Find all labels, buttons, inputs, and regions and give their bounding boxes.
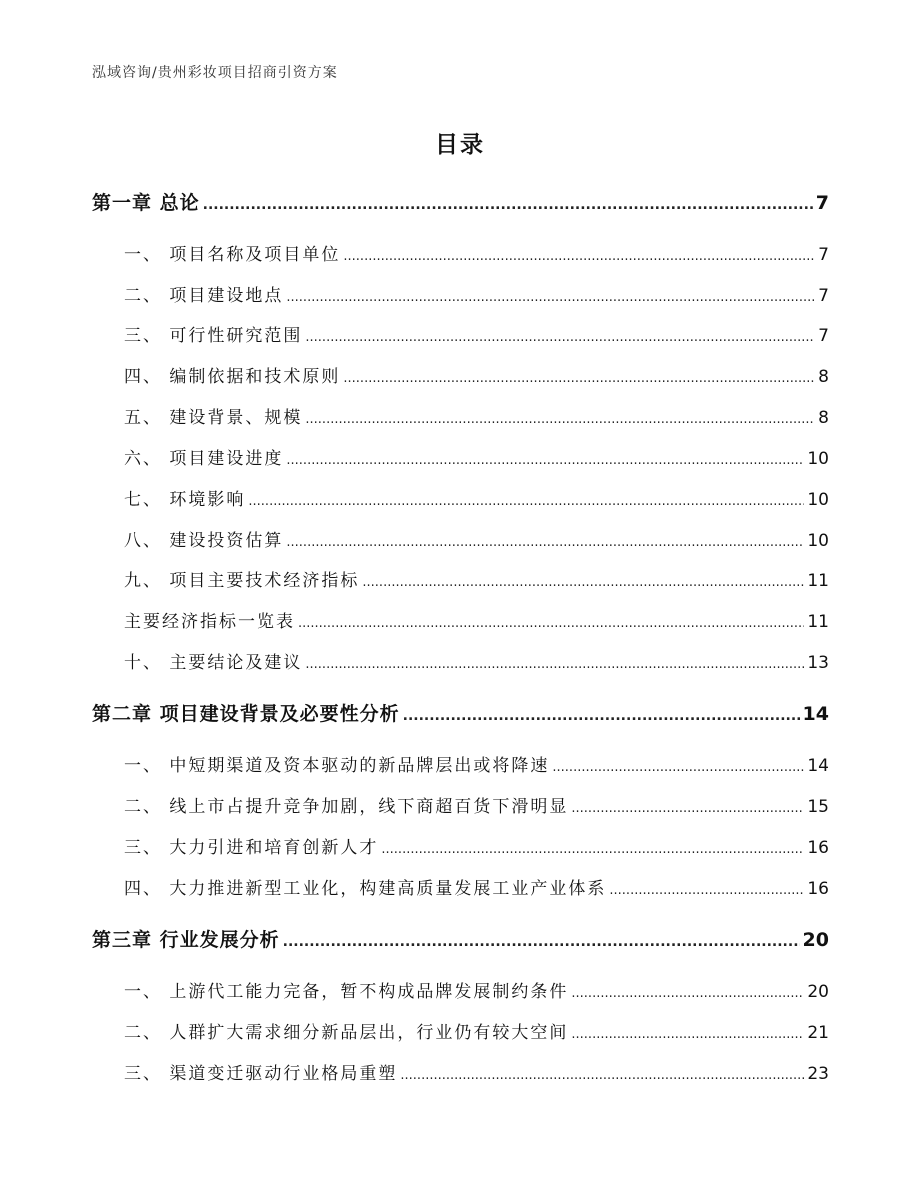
toc-entry-label: 五、 建设背景、规模 [124,408,303,428]
toc-leader-dots [571,801,804,816]
toc-entry-page: 7 [815,192,829,214]
toc-entry[interactable] [124,977,829,1002]
toc-entry-label: 第二章 项目建设背景及必要性分析 [92,703,400,725]
toc-leader-dots [248,494,804,509]
toc-entry-label: 二、 人群扩大需求细分新品层出，行业仍有较大空间 [124,1023,569,1043]
toc-entry-label: 一、 项目名称及项目单位 [124,245,341,265]
toc-entry-label: 三、 可行性研究范围 [124,326,303,346]
toc-entry-label: 二、 线上市占提升竞争加剧，线下商超百货下滑明显 [124,797,569,817]
toc-entry[interactable] [124,566,829,591]
toc-leader-dots [362,575,804,590]
toc-entry-label: 第一章 总论 [92,192,200,214]
toc-entry-page: 10 [807,449,829,469]
toc-entry-label: 第三章 行业发展分析 [92,929,280,951]
toc-entry[interactable] [124,751,829,776]
toc-entry-label: 三、 大力引进和培育创新人才 [124,838,379,858]
toc-leader-dots [203,197,813,213]
toc-entry[interactable] [124,1018,829,1043]
toc-entry-label: 七、 环境影响 [124,490,246,510]
toc-entry-page: 10 [807,490,829,510]
toc-entry[interactable] [124,526,829,551]
toc-entry-label: 二、 项目建设地点 [124,286,284,306]
toc-leader-dots [400,1068,804,1083]
toc-leader-dots [286,453,804,468]
toc-entry[interactable] [124,648,829,673]
toc-entry-page: 8 [818,408,829,428]
toc-entry-chapter-2[interactable] [92,699,829,726]
toc-leader-dots [571,1027,804,1042]
toc-entry-label: 四、 大力推进新型工业化，构建高质量发展工业产业体系 [124,879,607,899]
toc-entry[interactable] [124,362,829,387]
toc-entry-page: 21 [807,1023,829,1043]
toc-entry-label: 一、 中短期渠道及资本驱动的新品牌层出或将降速 [124,756,550,776]
toc-entry[interactable] [124,444,829,469]
toc-entry-label: 十、 主要结论及建议 [124,653,303,673]
toc-leader-dots [571,986,804,1001]
toc-leader-dots [381,842,804,857]
toc-entry-label: 六、 项目建设进度 [124,449,284,469]
toc-leader-dots [305,412,815,427]
toc-entry-page: 7 [818,286,829,306]
toc-leader-dots [609,883,804,898]
toc-entry-page: 7 [818,245,829,265]
toc-leader-dots [305,330,815,345]
toc-entry-page: 14 [802,703,829,725]
toc-leader-dots [343,371,815,386]
toc-entry-page: 8 [818,367,829,387]
toc-entry-page: 16 [807,879,829,899]
running-header: 泓域咨询/贵州彩妆项目招商引资方案 [92,65,338,81]
toc-entry[interactable] [124,485,829,510]
toc-leader-dots [305,657,804,672]
toc-entry-page: 7 [818,326,829,346]
toc-entry-label: 八、 建设投资估算 [124,531,284,551]
toc-entry[interactable] [124,792,829,817]
toc-leader-dots [286,535,804,550]
toc-entry[interactable] [124,240,829,265]
toc-entry-label: 四、 编制依据和技术原则 [124,367,341,387]
toc-entry-page: 11 [807,571,829,591]
toc-leader-dots [286,290,815,305]
toc-entry-label: 主要经济指标一览表 [124,612,295,632]
toc-entry[interactable] [124,321,829,346]
toc-entry[interactable] [124,607,829,632]
toc-entry-label: 九、 项目主要技术经济指标 [124,571,360,591]
toc-leader-dots [298,616,804,631]
toc-entry[interactable] [124,1059,829,1084]
toc-entry-page: 14 [807,756,829,776]
toc-entry[interactable] [124,833,829,858]
toc-entry-chapter-3[interactable] [92,925,829,952]
toc-leader-dots [552,760,804,775]
toc-entry-label: 三、 渠道变迁驱动行业格局重塑 [124,1064,398,1084]
toc-leader-dots [283,934,800,950]
toc-entry-page: 10 [807,531,829,551]
toc-leader-dots [343,249,815,264]
toc-entry-page: 16 [807,838,829,858]
toc-entry[interactable] [124,403,829,428]
toc-entry-chapter-1[interactable] [92,188,829,215]
toc-leader-dots [403,708,800,724]
toc-entry[interactable] [124,281,829,306]
toc-entry-page: 11 [807,612,829,632]
toc-entry-page: 15 [807,797,829,817]
page-title: 目录 [435,132,485,158]
toc-entry[interactable] [124,874,829,899]
toc-entry-label: 一、 上游代工能力完备，暂不构成品牌发展制约条件 [124,982,569,1002]
toc-entry-page: 23 [807,1064,829,1084]
toc-entry-page: 20 [802,929,829,951]
toc-entry-page: 13 [807,653,829,673]
toc-entry-page: 20 [807,982,829,1002]
